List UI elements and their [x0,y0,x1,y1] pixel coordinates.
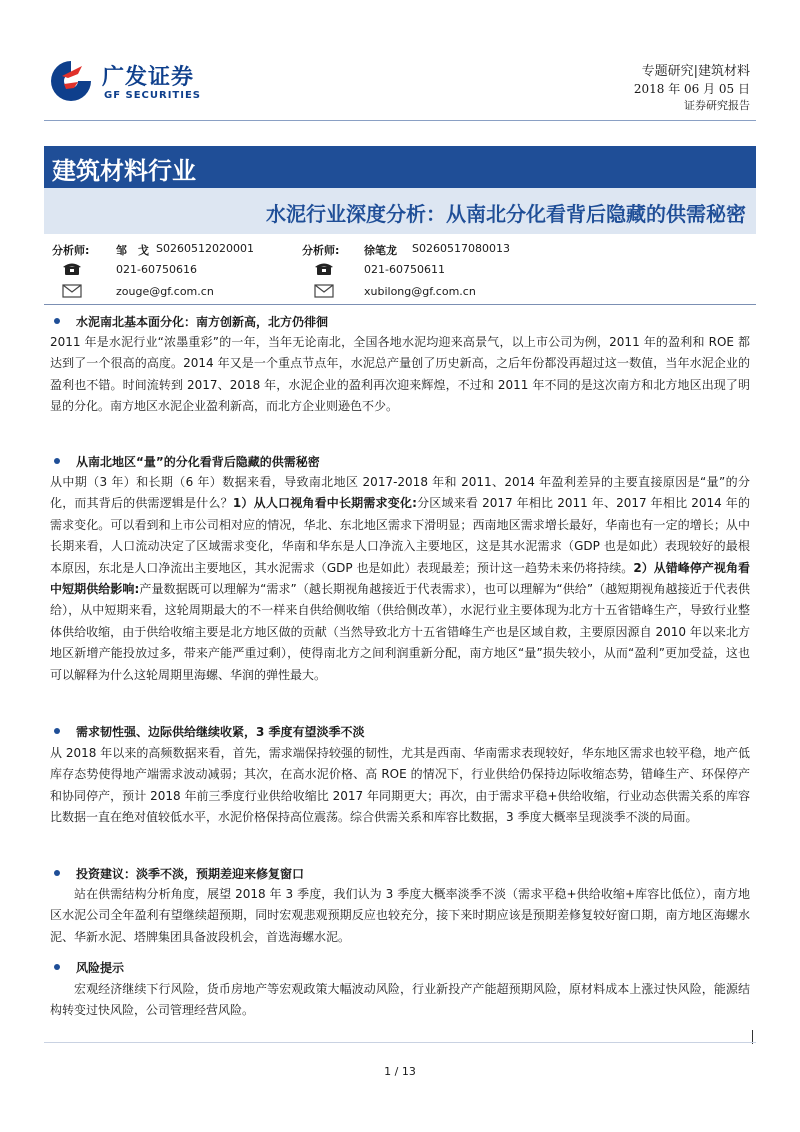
section-heading: 水泥南北基本面分化：南方创新高，北方仍徘徊 [76,315,329,329]
section-heading: 从南北地区“量”的分化看背后隐藏的供需秘密 [76,455,320,469]
analyst-email[interactable]: zouge@gf.com.cn [116,285,214,298]
section-heading: 风险提示 [76,961,125,975]
analyst-label: 分析师: [302,244,340,257]
bullet-icon [54,318,60,324]
report-date: 2018 年 06 月 05 日 [633,82,750,96]
logo-english-text: GF SECURITIES [104,90,202,101]
analyst-phone: 021-60750611 [364,263,445,276]
report-type: 证券研究报告 [684,99,750,112]
header-divider [44,120,756,121]
bullet-icon [54,870,60,876]
analyst-name: 邹 戈 [116,244,149,257]
analyst-id: S0260512020001 [156,242,254,255]
email-icon [314,284,334,298]
analyst-email[interactable]: xubilong@gf.com.cn [364,285,476,298]
phone-icon [62,262,82,276]
bullet-icon [54,964,60,970]
analyst-id: S0260517080013 [412,242,510,255]
section-paragraph: 从中期（3 年）和长期（6 年）数据来看，导致南北地区 2017-2018 年和 2011、2014 年盈利差异的主要直接原因是“量”的分化，而其背后的供需逻辑是什么？1）从人口视角看中长期需求变化:分区域来看 2017 年相比 2011 年、2017 年相比 2014 年的需求变化。可以看到和上市公司相对应的情况，华北、东北地区需求下滑明显；西南地区需求增长最好，华南也有一定的增长；从中长期来看，人口流动决定了区域需求变化，华南和华东是人口净流入主要地区，这是其水泥需求（GDP 也是如此）表现较好的最根本原因，东北是人口净流出主要地区，其水泥需求（GDP 也是如此）表现最差；预计这一趋势未来仍将持续。2）从错峰停产视角看中短期供给影响:产量数据既可以理解为“需求”（越长期视角越接近于代表需求），也可以理解为“供给”（越短期视角越接近于代表供给），从中短期来看，这轮周期最大的不一样来自供给侧收缩（供给侧改革），水泥行业主要体现为北方十五省错峰生产，导致行业整体供给收缩，由于供给收缩主要是北方地区做的贡献（当然导致北方十五省错峰生产也是区域自救，主要原因源自 2010 年以来北方地区新增产能投放过多，带来产能严重过剩），使得南北方之间利润重新分配，南方地区“量”损失较小，从而“盈利”更加受益，这也可以解释为什么这轮周期里海螺、华润的弹性最大。 [50,475,750,682]
analyst-name: 徐笔龙 [364,244,397,257]
section-paragraph: 站在供需结构分析角度，展望 2018 年 3 季度，我们认为 3 季度大概率淡季不淡（需求平稳+供给收缩+库容比低位），南方地区水泥公司全年盈利有望继续超预期，同时宏观悲观预期反应也较充分，接下来时期应该是预期差修复较好窗口期，南方地区海螺水泥、华新水泥、塔牌集团具备波段机会，首选海螺水泥。 [50,887,750,944]
company-logo [48,56,218,110]
report-subtitle: 水泥行业深度分析：从南北分化看背后隐藏的供需秘密 [266,202,746,226]
section-paragraph: 宏观经济继续下行风险，货币房地产等宏观政策大幅波动风险，行业新投产产能超预期风险，原材料成本上涨过快风险，能源结构转变过快风险，公司管理经营风险。 [50,982,750,1018]
bullet-icon [54,728,60,734]
section-heading: 投资建议：淡季不淡，预期差迎来修复窗口 [76,867,305,881]
industry-title: 建筑材料行业 [52,157,196,185]
analyst-phone: 021-60750616 [116,263,197,276]
report-category: 专题研究|建筑材料 [641,64,750,79]
section-paragraph: 从 2018 年以来的高频数据来看，首先，需求端保持较强的韧性，尤其是西南、华南需求表现较好，华东地区需求也较平稳，地产低库存态势使得地产端需求波动减弱；其次，在高水泥价格、高 ROE 的情况下，行业供给仍保持边际收缩态势，错峰生产、环保停产和协同停产，预计 2018 年前三季度行业供给收缩比 2017 年同期更大；再次，由于需求平稳+供给收缩，行业动态供需关系的库容比数据一直在绝对值较低水平，水泥价格保持高位震荡。综合供需关系和库容比数据，3 季度大概率呈现淡季不淡的局面。 [50,746,750,825]
section-paragraph: 2011 年是水泥行业“浓墨重彩”的一年，当年无论南北，全国各地水泥均迎来高景气，以上市公司为例，2011 年的盈利和 ROE 都达到了一个很高的高度。2014 年又是一个重点节点年，水泥总产量创了历史新高，之后年份都没再超过这一数值，当年水泥企业的盈利也不错。时间流转到 2017、2018 年，水泥企业的盈利再次迎来辉煌，不过和 2011 年不同的是这次南方和北方地区出现了明显的分化。南方地区水泥企业盈利新高，而北方企业则逊色不少。 [50,335,750,414]
analyst-label: 分析师: [52,244,90,257]
footer-divider [44,1042,756,1043]
logo-chinese-text: 广发证券 [102,65,195,90]
page-number: 1 / 13 [384,1065,416,1078]
section-heading: 需求韧性强、边际供给继续收紧，3 季度有望淡季不淡 [76,725,365,739]
email-icon [62,284,82,298]
phone-icon [314,262,334,276]
bullet-icon [54,458,60,464]
gf-logo-icon [48,58,94,104]
analyst-divider [44,304,756,305]
